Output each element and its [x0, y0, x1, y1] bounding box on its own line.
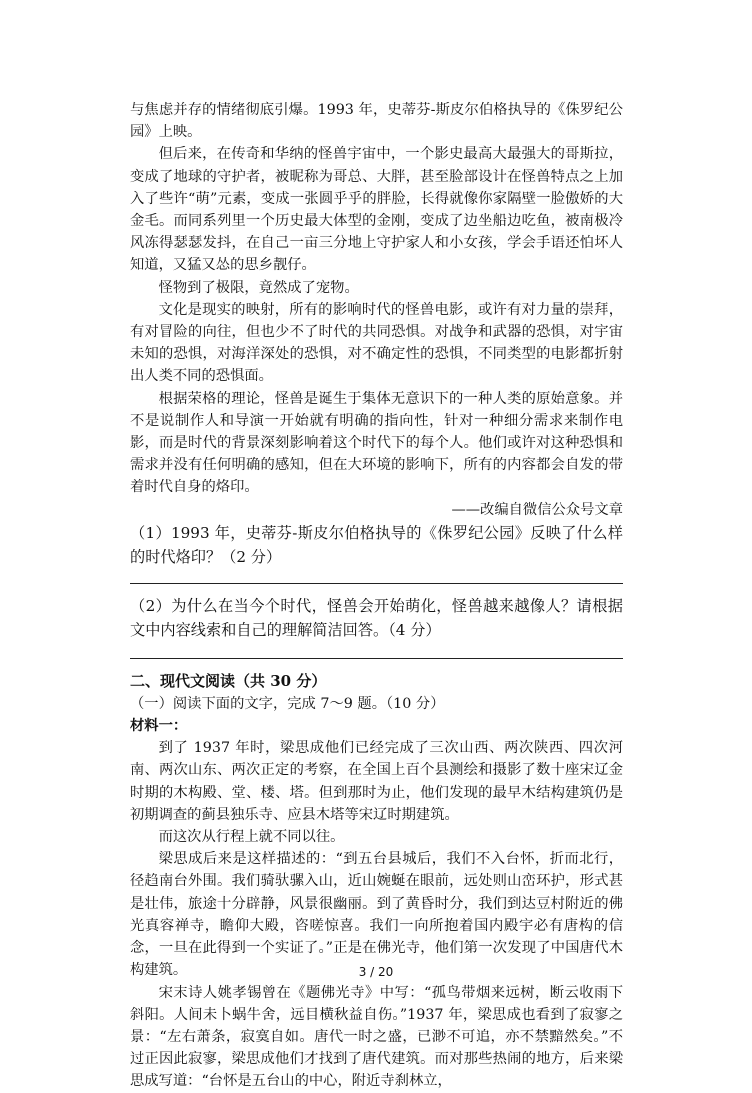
passage-paragraph-4: 根据荣格的理论，怪兽是诞生于集体无意识下的一种人类的原始意象。并不是说制作人和导演一开始就有明确的指向性，针对一种细分需求来制作电影，而是时代的背景深刻影响着这个时代下的每个人。他们或许对这种恐惧和需求并没有任何明确的感知，但在大环境的影响下，所有的内容都会自发的带着时代自身的烙印。	[130, 390, 623, 496]
page-content	[130, 99, 623, 1093]
answer-line-2	[130, 658, 623, 659]
passage-source: ——改编自微信公众号文章	[451, 501, 623, 518]
passage-paragraph-2: 怪物到了极限，竟然成了宠物。	[158, 279, 359, 296]
passage-paragraph-3: 文化是现实的映射，所有的影响时代的怪兽电影，或许有对力量的崇拜，有对冒险的向往，但也少不了时代的共同恐惧。对战争和武器的恐惧，对宇宙未知的恐惧，对海洋深处的恐惧，对不确定性的恐惧，不同类型的电影都折射出人类不同的恐惧面。	[130, 301, 623, 385]
section-subtitle: （一）阅读下面的文字，完成 7～9 题。（10 分）	[130, 695, 445, 712]
material-paragraph-1: 到了 1937 年时，梁思成他们已经完成了三次山西、两次陕西、四次河南、两次山东、两次正定的考察，在全国上百个县测绘和摄影了数十座宋辽金时期的木构殿、堂、楼、塔。但到那时为止，他们发现的最早木结构建筑仍是初期调查的蓟县独乐寺、应县木塔等宋辽时期建筑。	[130, 740, 623, 823]
answer-line-1	[130, 583, 623, 584]
section-title: 二、现代文阅读（共 30 分）	[130, 671, 327, 690]
question-1: （1）1993 年，史蒂芬-斯皮尔伯格执导的《侏罗纪公园》反映了什么样的时代烙印？（2 分）	[130, 523, 623, 566]
passage-paragraph-0: 与焦虑并存的情绪彻底引爆。1993 年，史蒂芬-斯皮尔伯格执导的《侏罗纪公园》上映。	[130, 102, 623, 141]
question-2: （2）为什么在当今个时代，怪兽会开始萌化，怪兽越来越像人？请根据文中内容线索和自己的理解简洁回答。（4 分）	[130, 596, 623, 639]
page-number: 3 / 20	[358, 965, 394, 979]
material-label: 材料一：	[130, 718, 188, 735]
passage-paragraph-1: 但后来，在传奇和华纳的怪兽宇宙中，一个影史最高大最强大的哥斯拉，变成了地球的守护者，被昵称为哥总、大胖，甚至脸部设计在怪兽特点之上加入了些许“萌”元素，变成一张圆乎乎的胖脸，长得就像你家隔壁一脸傲娇的大金毛。而同系列里一个历史最大体型的金刚，变成了边坐船边吃鱼，被南极冷风冻得瑟瑟发抖，在自己一亩三分地上守护家人和小女孩，学会手语还怕坏人知道，又猛又怂的思乡靓仔。	[130, 146, 623, 274]
material-paragraph-2: 而这次从行程上就不同以往。	[158, 829, 345, 846]
material-paragraph-4: 宋末诗人姚孝锡曾在《题佛光寺》中写：“孤鸟带烟来远树，断云收雨下斜阳。人间未卜蜗牛舍，远目横秋益自伤。”1937 年，梁思成也看到了寂寥之景：“左右萧条，寂寞自如。唐代一时之盛，已渺不可追，亦不禁黯然矣。”不过正因此寂寥，梁思成他们才找到了唐代建筑。而对那些热闹的地方，后来梁思成写道：“台怀是五台山的中心，附近寺刹林立，	[130, 984, 623, 1090]
material-paragraph-3: 梁思成后来是这样描述的：“到五台县城后，我们不入台怀，折而北行，径趋南台外围。我们骑驮骡入山，近山婉蜒在眼前，远处则山峦环护，形式甚是壮伟，旅途十分辟静，风景很幽丽。到了黄昏时分，我们到达豆村附近的佛光真容禅寺，瞻仰大殿，咨嗟惊喜。我们一向所抱着国内殿宇必有唐构的信念，一旦在此得到一个实证了。”正是在佛光寺，他们第一次发现了中国唐代木构建筑。	[130, 851, 623, 979]
